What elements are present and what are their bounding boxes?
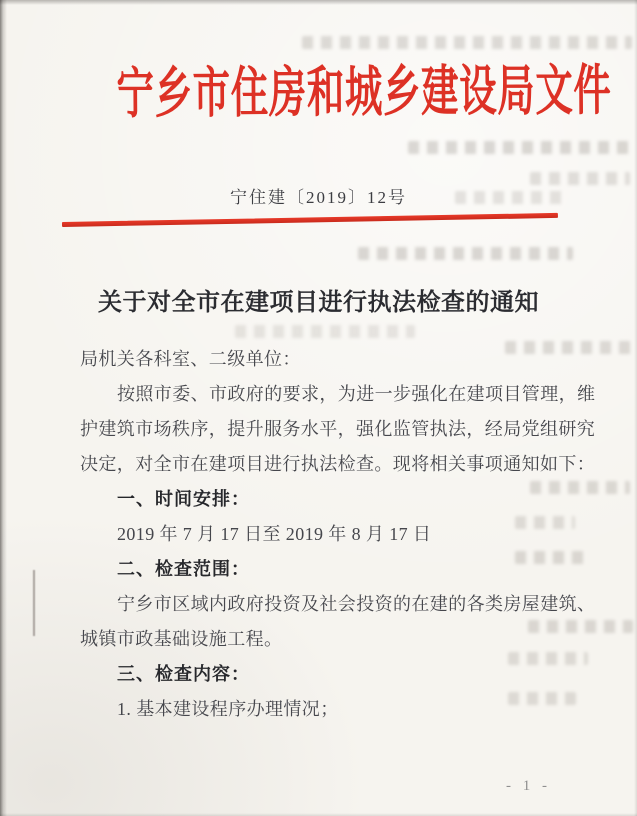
bleed-through-artifact [235, 325, 415, 338]
intro-line: 护建筑市场秩序，提升服务水平，强化监管执法，经局党组研究 [80, 419, 596, 439]
document-number: 宁住建〔2019〕12号 [230, 188, 407, 207]
section-2-line: 城镇市政基础设施工程。 [80, 629, 283, 649]
bleed-through-artifact [358, 247, 573, 260]
section-2-line: 宁乡市区域内政府投资及社会投资的在建的各类房屋建筑、 [117, 594, 596, 614]
section-3-line: 1. 基本建设程序办理情况； [117, 699, 339, 719]
intro-line: 按照市委、市政府的要求，为进一步强化在建项目管理，维 [117, 384, 596, 404]
scan-edge-top [0, 0, 637, 5]
section-3-heading: 三、检查内容： [117, 664, 250, 684]
intro-line: 决定，对全市在建项目进行执法检查。现将相关事项通知如下： [80, 454, 596, 474]
document-body [80, 342, 596, 727]
section-2-heading: 二、检查范围： [117, 559, 250, 579]
scan-edge-left [0, 0, 7, 816]
bleed-through-artifact [302, 36, 632, 49]
page-number: - 1 - [506, 778, 551, 794]
agency-letterhead-title [0, 60, 637, 126]
section-1-heading: 一、时间安排： [117, 489, 250, 509]
bleed-through-artifact [408, 141, 633, 154]
document-title: 关于对全市在建项目进行执法检查的通知 [98, 290, 539, 316]
scan-fold-artifact [33, 570, 35, 636]
salutation-line: 局机关各科室、二级单位： [80, 349, 301, 369]
section-1-line: 2019 年 7 月 17 日至 2019 年 8 月 17 日 [117, 524, 432, 544]
red-divider-line [62, 213, 558, 227]
agency-letterhead-text: 宁乡市住房和城乡建设局文件 [116, 59, 612, 125]
